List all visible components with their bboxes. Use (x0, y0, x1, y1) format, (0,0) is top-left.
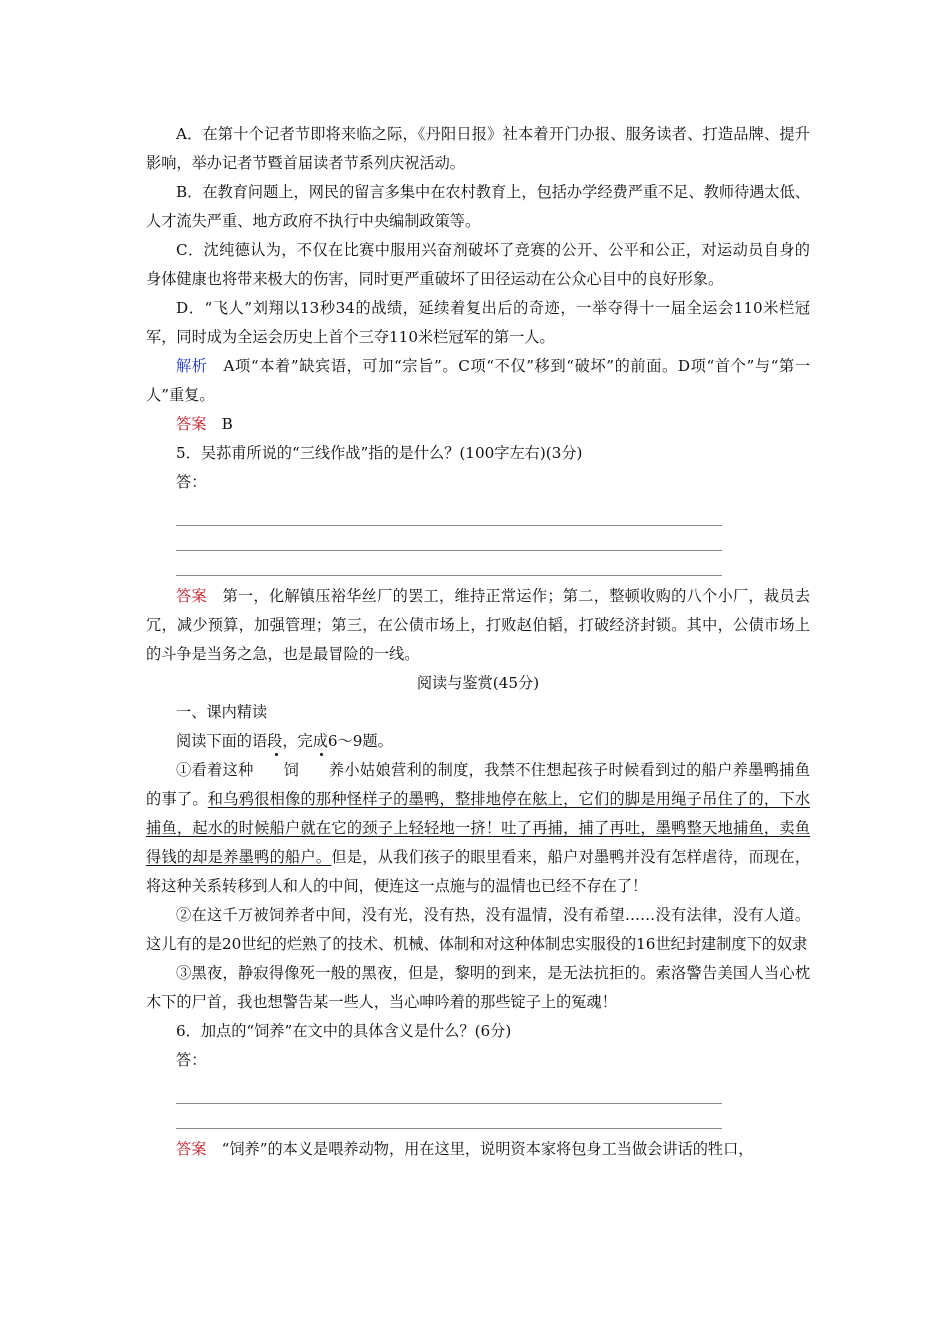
answer-text: 第一，化解镇压裕华丝厂的罢工，维持正常运作；第二，整顿收购的八个小厂，裁员去冗，减少预算，加强管理；第三，在公债市场上，打败赵伯韬，打破经济封锁。其中，公债市场上的斗争是当务之急，也是最冒险的一线。 (146, 587, 811, 663)
answer-text: “饲养”的本义是喂养动物，用在这里，说明资本家将包身工当做会讲话的牲口， (221, 1140, 754, 1158)
passage-paragraph-1 (146, 756, 810, 901)
analysis-label: 解析 (176, 357, 208, 375)
q6-answer (146, 1135, 810, 1164)
q5-answer-lines[interactable] (176, 501, 722, 576)
analysis-text: A项“本着”缺宾语，可加“宗旨”。C项“不仅”移到“破坏”的前面。D项“首个”与“第一人”重复。 (146, 357, 811, 404)
q6-answer-lines[interactable] (176, 1079, 722, 1129)
passage-text: 小姑娘营利的制度，我禁不住想起孩子时候看到过的船户养墨鸭捕鱼的事了。 (146, 761, 811, 808)
option-b: B．在教育问题上，网民的留言多集中在农村教育上，包括办学经费严重不足、教师待遇太低、人才流失严重、地方政府不执行中央编制政策等。 (146, 183, 810, 230)
q4-analysis (146, 352, 810, 410)
q6-answer-prompt: 答： (176, 1051, 207, 1069)
q5-answer (146, 582, 810, 669)
section-instruction: 阅读下面的语段，完成6～9题。 (176, 732, 393, 750)
answer-line[interactable] (176, 501, 722, 526)
emphasis-dot-char: 饲 (254, 756, 299, 785)
option-a: A．在第十个记者节即将来临之际，《丹阳日报》社本着开门办报、服务读者、打造品牌、提升影响，举办记者节暨首届读者节系列庆祝活动。 (146, 125, 810, 172)
section-subtitle: 一、课内精读 (176, 703, 268, 721)
answer-line[interactable] (176, 526, 722, 551)
passage-text: 但是，从我们孩子的眼里看来，船户对墨鸭并没有怎样虐待，而现在，将这种关系转移到人和人的中间，便连这一点施与的温情也已经不存在了！ (146, 848, 811, 895)
q5-answer-prompt: 答： (176, 473, 207, 491)
answer-line[interactable] (176, 1104, 722, 1129)
section-title: 阅读与鉴赏(45分) (416, 674, 540, 692)
q4-answer (146, 410, 810, 439)
answer-label: 答案 (176, 587, 207, 605)
question-5: 5．吴荪甫所说的“三线作战”指的是什么？(100字左右)(3分) (176, 444, 583, 462)
option-c: C．沈纯德认为，不仅在比赛中服用兴奋剂破坏了竞赛的公开、公平和公正，对运动员自身的身体健康也将带来极大的伤害，同时更严重破坏了田径运动在公众心目中的良好形象。 (146, 241, 810, 288)
option-d: D．“飞人”刘翔以13秒34的战绩，延续着复出后的奇迹，一举夺得十一届全运会110米栏冠军，同时成为全运会历史上首个三夺110米栏冠军的第一人。 (146, 299, 810, 346)
document-content (146, 0, 810, 1164)
answer-label: 答案 (176, 1140, 207, 1158)
answer-line[interactable] (176, 551, 722, 576)
answer-text: B (221, 415, 233, 433)
answer-line[interactable] (176, 1079, 722, 1104)
passage-text: ①看着这种 (176, 761, 254, 779)
passage-paragraph-2: ②在这千万被饲养者中间，没有光，没有热，没有温情，没有希望……没有法律，没有人道。这儿有的是20世纪的烂熟了的技术、机械、体制和对这种体制忠实服役的16世纪封建制度下的奴隶 (146, 906, 810, 953)
underlined-sentence: 和乌鸦很相像的那种怪样子的墨鸭，整排地停在舷上，它们的脚是用绳子吊住了的，下水捕鱼，起水的时候船户就在它的颈子上轻轻地一挤！吐了再捕，捕了再吐，墨鸭整天地捕鱼，卖鱼得钱的却是养墨鸭的船户。 (146, 790, 811, 866)
emphasis-dot-char: 养 (299, 756, 344, 785)
question-6: 6．加点的“饲养”在文中的具体含义是什么？(6分) (176, 1022, 512, 1040)
passage-paragraph-3: ③黑夜，静寂得像死一般的黑夜，但是，黎明的到来，是无法抗拒的。索洛警告美国人当心枕木下的尸首，我也想警告某一些人，当心呻吟着的那些锭子上的冤魂！ (146, 964, 810, 1011)
answer-label: 答案 (176, 415, 207, 433)
